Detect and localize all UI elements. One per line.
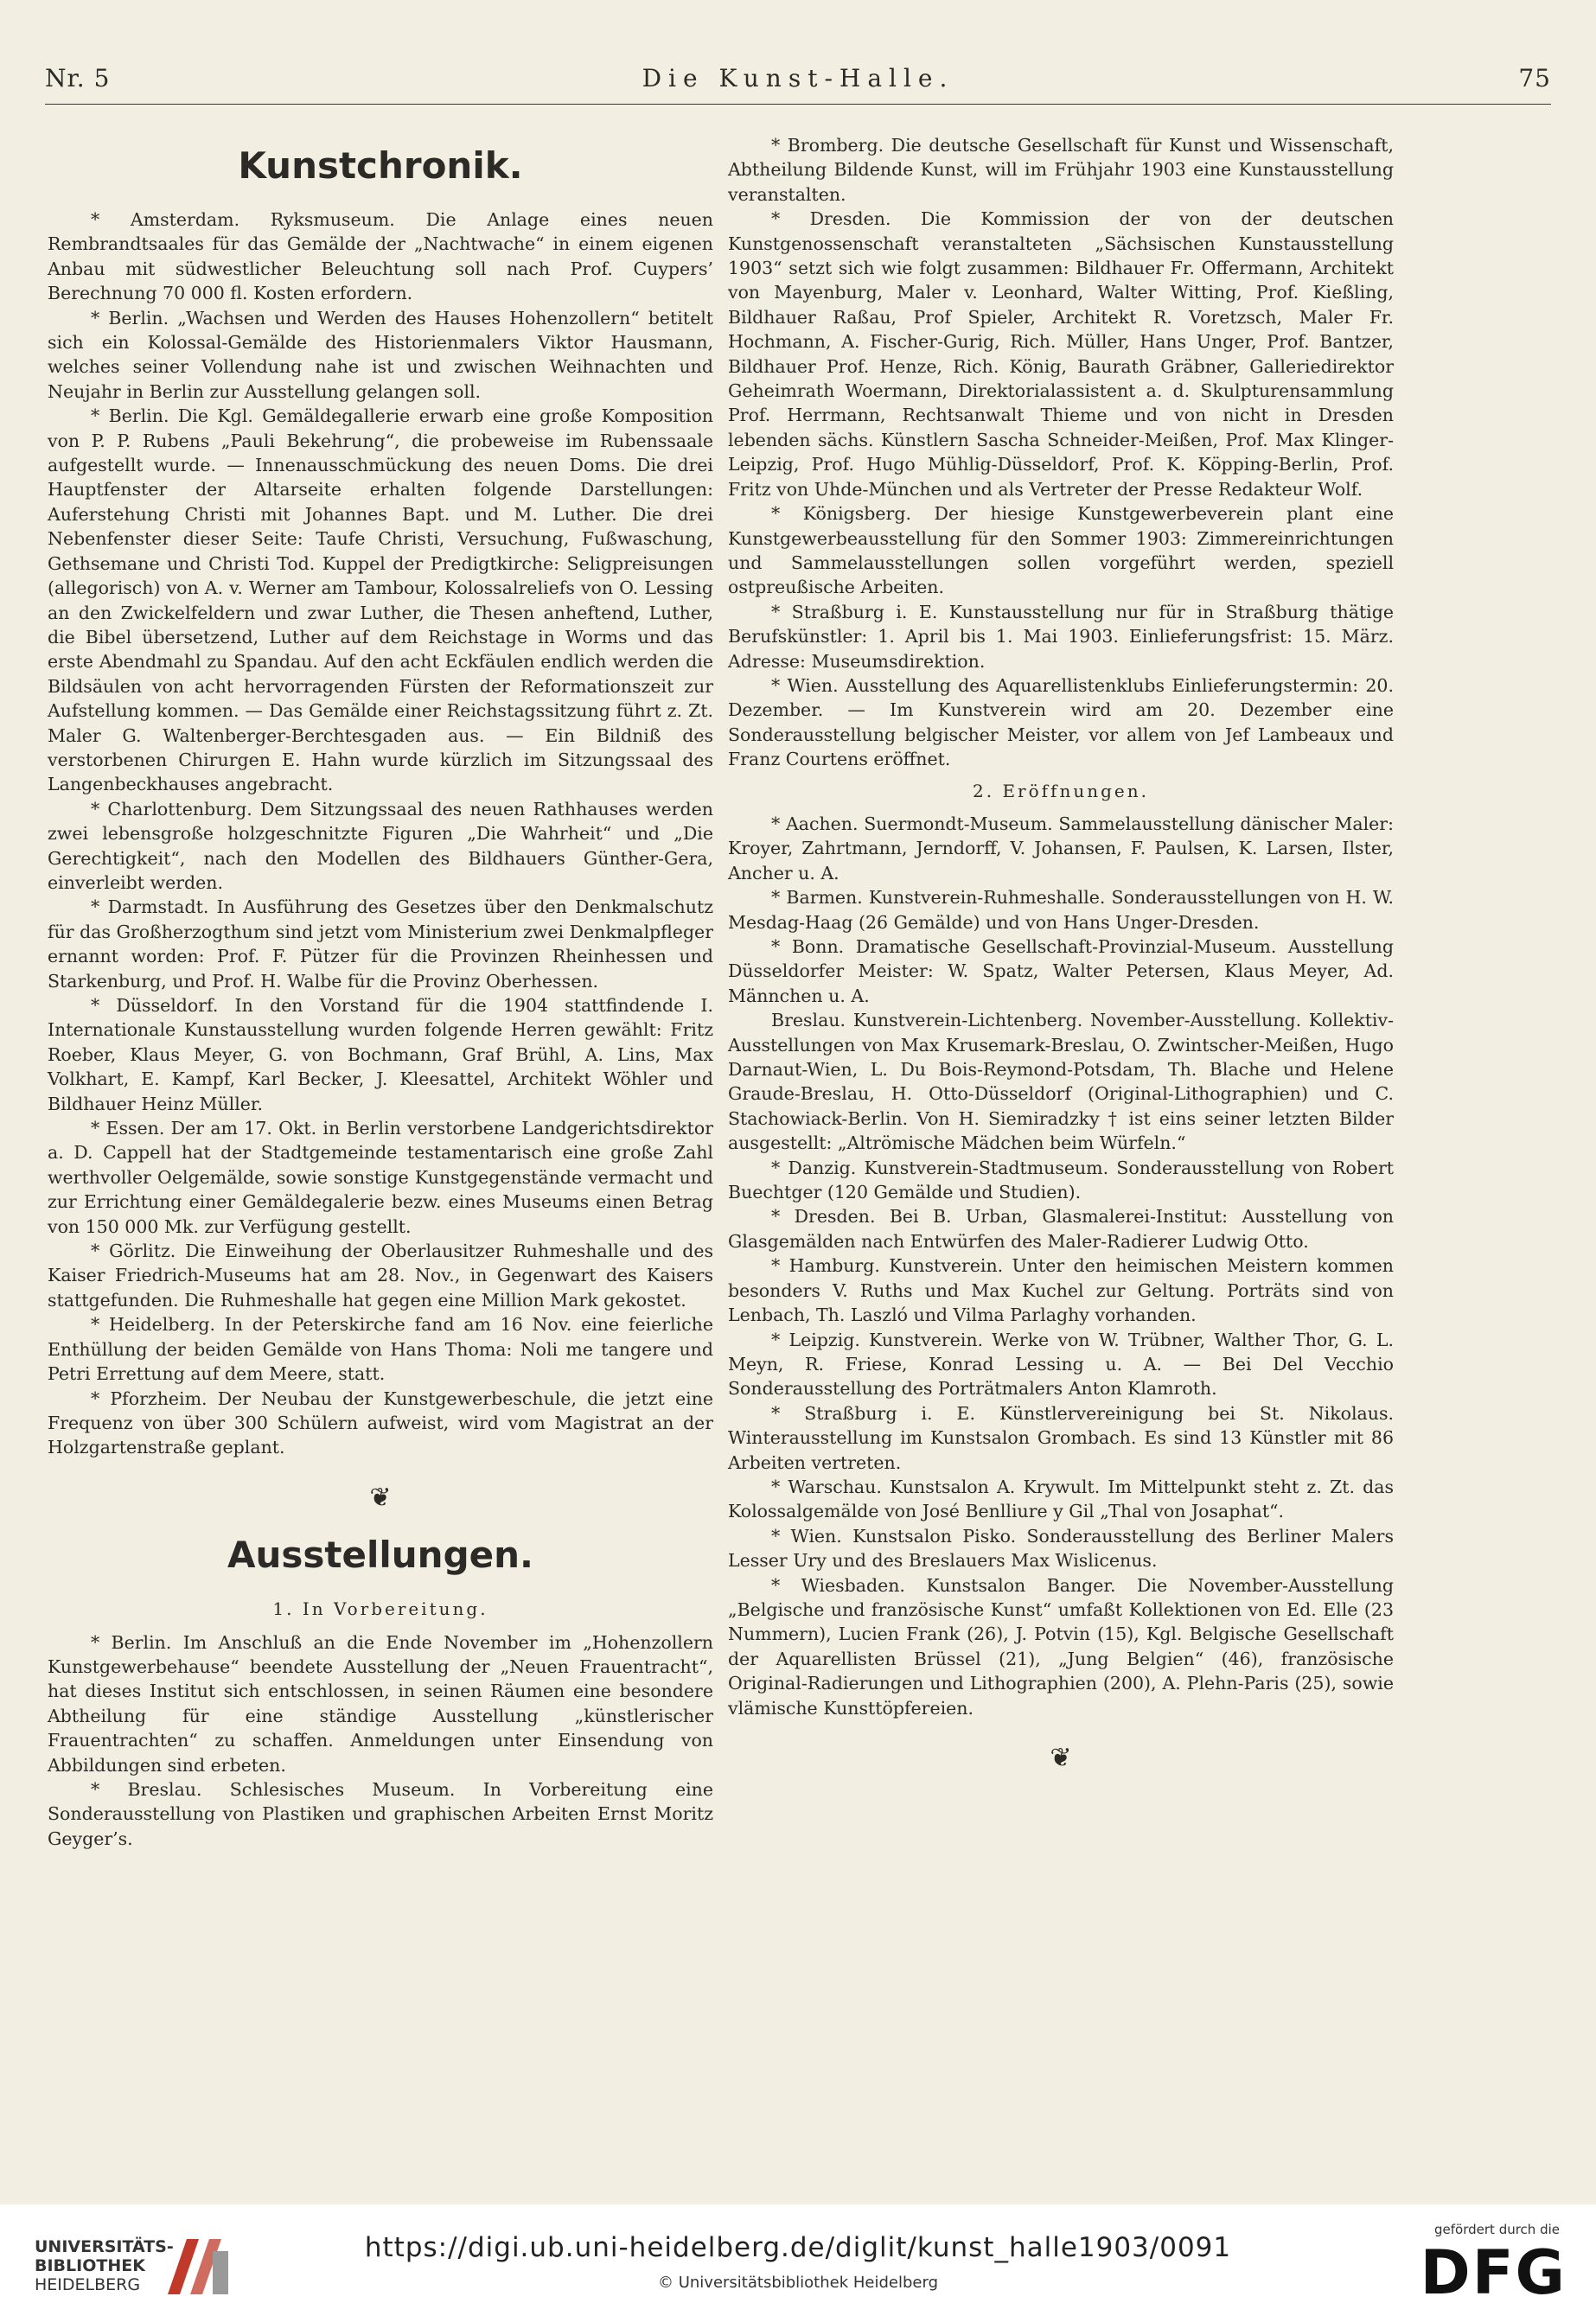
ornament-icon: ❦ — [369, 1482, 392, 1513]
paragraph: * Wien. Ausstellung des Aquarellistenklubs Einlieferungstermin: 20. Dezember. — Im Kunstverein wird am 20. Dezember eine Sonderausstellung belgischer Meister, vor allem von Jef Lambeaux und Franz Courtens eröffnet. — [728, 674, 1394, 770]
paragraph: * Düsseldorf. In den Vorstand für die 1904 stattfindende I. Internationale Kunstausstellung wurden folgende Herren gewählt: Fritz Roeber, Klaus Meyer, G. von Bochmann, Graf Brühl, A. Lins, Max Volkhart, E. Kampf, Karl Becker, J. Kleesattel, Architekt Wöhler und Bildhauer Heinz Müller. — [48, 995, 713, 1114]
paragraph: Breslau. Kunstverein-Lichtenberg. November-Ausstellung. Kollektiv-Ausstellungen von Max Krusemark-Breslau, O. Zwintscher-Meißen, Hugo Darnaut-Wien, L. Du Bois-Reymond-Potsdam, Th. Blache und Helene Graude-Breslau, H. Otto-Düsseldorf (Original-Lithographien) und C. Stachowiack-Berlin. Von H. Siemiradzky † ist eins seiner letzten Bilder ausgestellt: „Altrömische Mädchen beim Würfeln.“ — [728, 1010, 1394, 1154]
paragraph: * Berlin. Die Kgl. Gemäldegallerie erwarb eine große Komposition von P. P. Rubens „Pauli Bekehrung“, die probeweise im Rubenssaale aufgestellt wurde. — Innenausschmückung des neuen Doms. Die drei Hauptfenster der Altarseite erhalten folgende Darstellungen: Auferstehung Christi mit Johannes Bapt. und M. Luther. Die drei Nebenfenster dieser Seite: Taufe Christi, Versuchung, Fußwaschung, Gethsemane und Christi Tod. Kuppel der Predigtkirche: Seligpreisungen (allegorisch) von A. v. Werner am Tambour, Kolossalreliefs von O. Lessing an den Zwickelfeldern und zwar Luther, die Thesen anheftend, Luther, die Bibel übersetzend, Luther auf dem Reichstage in Worms und das erste Abendmahl zu Spandau. Auf den acht Eckfäulen endlich werden die Bildsäulen von acht hervorragenden Fürsten der Reformationszeit zur Aufstellung kommen. — Das Gemälde einer Reichstagssitzung führt z. Zt. Maler G. Waltenberger-Berchtesgaden aus. — Ein Bildniß des verstorbenen Chirurgen E. Hahn wurde kürzlich im Sitzungssaal des Langenbeckhauses angebracht. — [48, 405, 713, 795]
paragraph: * Darmstadt. In Ausführung des Gesetzes über den Denkmalschutz für das Großherzogthum sind jetzt vom Ministerium zwei Denkmalpfleger ernannt worden: Prof. F. Pützer für die Provinzen Rheinhessen und Starkenburg, und Prof. H. Walbe für die Provinz Oberhessen. — [48, 896, 713, 992]
paragraph: * Hamburg. Kunstverein. Unter den heimischen Meistern kommen besonders V. Ruths und Max Kuchel zur Geltung. Porträts sind von Lenbach, Th. Laszló und Vilma Parlaghy vorhanden. — [728, 1255, 1394, 1326]
paragraph: * Görlitz. Die Einweihung der Oberlausitzer Ruhmeshalle und des Kaiser Friedrich-Museums hat am 28. Nov., in Gegenwart des Kaisers stattgefunden. Die Ruhmeshalle hat gegen eine Million Mark gekostet. — [48, 1241, 713, 1311]
journal-title: Die Kunst-Halle. — [642, 64, 954, 92]
paragraph: * Amsterdam. Ryksmuseum. Die Anlage eines neuen Rembrandtsaales für das Gemälde der „Nachtwache“ in einem eigenen Anbau mit südwestlicher Beleuchtung soll nach Prof. Cuypers’ Berechnung 70 000 fl. Kosten erfordern. — [48, 209, 713, 304]
paragraph: * Wien. Kunstsalon Pisko. Sonderausstellung des Berliner Malers Lesser Ury und des Breslauers Max Wislicenus. — [728, 1525, 1394, 1572]
logo-line: BIBLIOTHEK — [35, 2256, 145, 2275]
paragraph: * Barmen. Kunstverein-Ruhmeshalle. Sonderausstellungen von H. W. Mesdag-Haag (26 Gemälde) und von Hans Unger-Dresden. — [728, 887, 1394, 933]
logo-line: HEIDELBERG — [35, 2275, 141, 2294]
library-footer — [0, 2204, 1596, 2322]
paragraph: * Charlottenburg. Dem Sitzungssaal des neuen Rathhauses werden zwei lebensgroße holzgeschnitzte Figuren „Die Wahrheit“ und „Die Gerechtigkeit“, nach den Modellen des Bildhauers Günther-Gera, einverleibt werden. — [48, 798, 713, 893]
paragraph: * Straßburg i. E. Kunstausstellung nur für in Straßburg thätige Berufskünstler: 1. April bis 1. Mai 1903. Einlieferungsfrist: 15. März. Adresse: Museumsdirektion. — [728, 601, 1394, 672]
left-column — [48, 133, 713, 1851]
paragraph: * Bromberg. Die deutsche Gesellschaft für Kunst und Wissenschaft, Abtheilung Bildende Kunst, will im Frühjahr 1903 eine Kunstausstellung veranstalten. — [728, 135, 1394, 205]
funded-by-label: gefördert durch die — [1434, 2222, 1560, 2237]
dfg-logo: DFG — [1420, 2237, 1567, 2308]
paragraph: * Breslau. Schlesisches Museum. In Vorbereitung eine Sonderausstellung von Plastiken und graphischen Arbeiten Ernst Moritz Geyger’s. — [48, 1778, 713, 1849]
running-header — [45, 61, 1551, 105]
paragraph: * Warschau. Kunstsalon A. Krywult. Im Mittelpunkt steht z. Zt. das Kolossalgemälde von José Benlliure y Gil „Thal von Josaphat“. — [728, 1476, 1394, 1522]
copyright-notice: © Universitätsbibliothek Heidelberg — [657, 2274, 938, 2292]
subheading: 2. Eröffnungen. — [973, 780, 1149, 801]
issue-number: Nr. 5 — [45, 64, 111, 92]
paragraph: * Danzig. Kunstverein-Stadtmuseum. Sonderausstellung von Robert Buechtger (120 Gemälde und Studien). — [728, 1157, 1394, 1203]
paragraph: * Dresden. Bei B. Urban, Glasmalerei-Institut: Ausstellung von Glasgemälden nach Entwürfen des Maler-Radierer Ludwig Otto. — [728, 1206, 1394, 1252]
paragraph: * Aachen. Suermondt-Museum. Sammelausstellung dänischer Maler: Kroyer, Zahrtmann, Jerndorff, V. Johansen, F. Paulsen, K. Larsen, Ilster, Ancher u. A. — [728, 813, 1394, 884]
subheading: 1. In Vorbereitung. — [272, 1598, 488, 1620]
ornament-icon: ❦ — [1050, 1743, 1072, 1773]
section-heading-ausstellungen: Ausstellungen. — [227, 1534, 533, 1577]
paragraph: * Heidelberg. In der Peterskirche fand am 16 Nov. eine feierliche Enthüllung der beiden Gemälde von Hans Thoma: Noli me tangere und Petri Errettung auf dem Meere, statt. — [48, 1314, 713, 1385]
paragraph: * Pforzheim. Der Neubau der Kunstgewerbeschule, die jetzt eine Frequenz von über 300 Schülern aufweist, wird vom Magistrat an der Holzgartenstraße geplant. — [48, 1387, 713, 1458]
paragraph: * Königsberg. Der hiesige Kunstgewerbeverein plant eine Kunstgewerbeausstellung für den Sommer 1903: Zimmereinrichtungen und Sammelausstellungen sollen vorgeführt werden, speziell ostpreußische Arbeiten. — [728, 503, 1394, 598]
logo-line: UNIVERSITÄTS- — [35, 2237, 174, 2256]
right-column — [728, 133, 1394, 1793]
page-number: 75 — [1518, 64, 1551, 92]
paragraph: * Straßburg i. E. Künstlervereinigung bei St. Nikolaus. Winterausstellung im Kunstsalon Grombach. Es sind 13 Künstler mit 86 Arbeiten vertreten. — [728, 1402, 1394, 1473]
paragraph: * Dresden. Die Kommission der von der deutschen Kunstgenossenschaft veranstalteten „Sächsischen Kunstausstellung 1903“ setzt sich wie folgt zusammen: Bildhauer Fr. Offermann, Architekt von Mayenburg, Maler v. Leonhard, Walter Witting, Prof. Kießling, Bildhauer Raßau, Prof Spieler, Architekt R. Voretzsch, Maler Fr. Hochmann, A. Fischer-Gurig, Rich. Müller, Hans Unger, Prof. Bantzer, Bildhauer Prof. Henze, Rich. König, Baurath Gräbner, Galleriedirektor Geheimrath Woermann, Direktorialassistent a. d. Skulpturensammlung Prof. Herrmann, Rechtsanwalt Thieme und von nicht in Dresden lebenden sächs. Künstlern Sascha Schneider-Meißen, Prof. Max Klinger-Leipzig, Prof. Hugo Mühlig-Düsseldorf, Prof. K. Köpping-Berlin, Prof. Fritz von Uhde-München und als Vertreter der Presse Redakteur Wolf. — [728, 208, 1394, 500]
paragraph: * Bonn. Dramatische Gesellschaft-Provinzial-Museum. Ausstellung Düsseldorfer Meister: W. Spatz, Walter Petersen, Klaus Meyer, Ad. Männchen u. A. — [728, 936, 1394, 1006]
paragraph: * Berlin. Im Anschluß an die Ende November im „Hohenzollern Kunstgewerbehause“ beendete Ausstellung der „Neuen Frauentracht“, hat dieses Institut sich entschlossen, in seinen Räumen eine besondere Abtheilung für eine ständige Ausstellung „künstlerischer Frauentrachten“ zu schaffen. Anmeldungen unter Einsendung von Abbildungen sind erbeten. — [48, 1631, 713, 1776]
section-heading-kunstchronik: Kunstchronik. — [238, 144, 523, 187]
paragraph: * Leipzig. Kunstverein. Werke von W. Trübner, Walther Thor, G. L. Meyn, R. Friese, Konrad Lessing u. A. — Bei Del Vecchio Sonderausstellung des Porträtmalers Anton Klamroth. — [728, 1329, 1394, 1400]
paragraph: * Wiesbaden. Kunstsalon Banger. Die November-Ausstellung „Belgische und französische Kunst“ umfaßt Kollektionen von Ed. Elle (23 Nummern), Lucien Frank (26), J. Potvin (15), Kgl. Belgische Gesellschaft der Aquarellisten Brüssel (21), „Jung Belgien“ (46), französische Original-Radierungen und Lithographien (200), A. Plehn-Paris (25), sowie vlämische Kunsttöpfereien. — [728, 1574, 1394, 1719]
paragraph: * Berlin. „Wachsen und Werden des Hauses Hohenzollern“ betitelt sich ein Kolossal-Gemälde des Historienmalers Viktor Hausmann, welches seiner Vollendung nahe ist und zwischen Weihnachten und Neujahr in Berlin zur Ausstellung gelangen soll. — [48, 307, 713, 402]
paragraph: * Essen. Der am 17. Okt. in Berlin verstorbene Landgerichtsdirektor a. D. Cappell hat der Stadtgemeinde testamentarisch eine große Zahl werthvoller Oelgemälde, sowie sonstige Kunstgegenstände vermacht und zur Errichtung einer Gemäldegalerie bezw. eines Museums einen Betrag von 150 000 Mk. zur Verfügung gestellt. — [48, 1118, 713, 1237]
permalink-url[interactable]: https://digi.ub.uni-heidelberg.de/diglit/kunst_halle1903/0091 — [364, 2232, 1232, 2263]
